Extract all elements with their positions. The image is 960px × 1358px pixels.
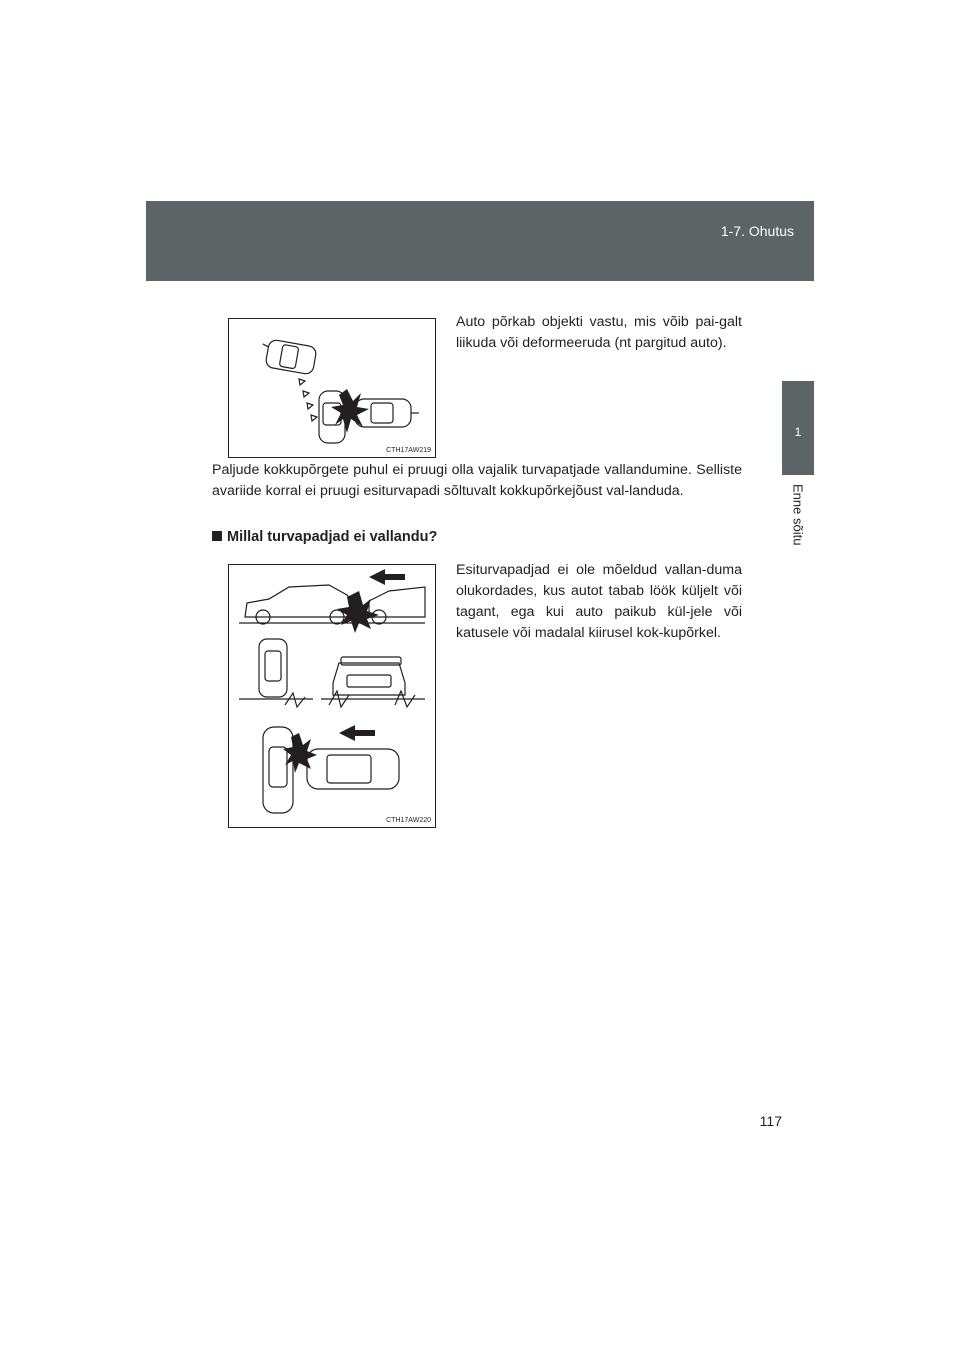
section-title: 1-7. Ohutus bbox=[720, 223, 794, 239]
figure-crash-illustration-1 bbox=[228, 318, 436, 458]
paragraph-crash-object: Auto põrkab objekti vastu, mis võib pai-galt liikuda või deformeeruda (nt pargitud auto). bbox=[456, 314, 742, 351]
paragraph-airbag-not-needed: Paljude kokkupõrgete puhul ei pruugi olla vajalik turvapatjade vallandumine. Selliste avariide korral ei pruugi esiturvapadi sõltuvalt kokkupõrkejõust val-landuda. bbox=[212, 462, 742, 499]
section-header-band bbox=[146, 201, 814, 281]
crash-into-parked-car-icon bbox=[229, 319, 435, 457]
section-heading bbox=[212, 529, 437, 545]
figure-crash-illustration-2 bbox=[228, 564, 436, 828]
side-rear-rollover-crash-icon bbox=[229, 565, 435, 827]
chapter-number: 1 bbox=[794, 425, 802, 439]
bullet-square-icon bbox=[212, 531, 222, 541]
chapter-label: Enne sõitu bbox=[790, 484, 806, 546]
paragraph-airbag-not-deploy: Esiturvapadjad ei ole mõeldud vallan-duma olukordades, kus autot tabab löök küljelt või tagant, ega kui auto paikub kül-jele või katusele või madalal kiirusel kok-kupõrkel. bbox=[456, 562, 742, 641]
page-number: 117 bbox=[759, 1113, 782, 1129]
figure-code: CTH17AW220 bbox=[386, 817, 431, 824]
chapter-tab bbox=[782, 381, 814, 475]
chapter-label-container bbox=[786, 484, 810, 554]
figure-code: CTH17AW219 bbox=[386, 447, 431, 454]
heading-text: Millal turvapadjad ei vallandu? bbox=[227, 529, 438, 545]
